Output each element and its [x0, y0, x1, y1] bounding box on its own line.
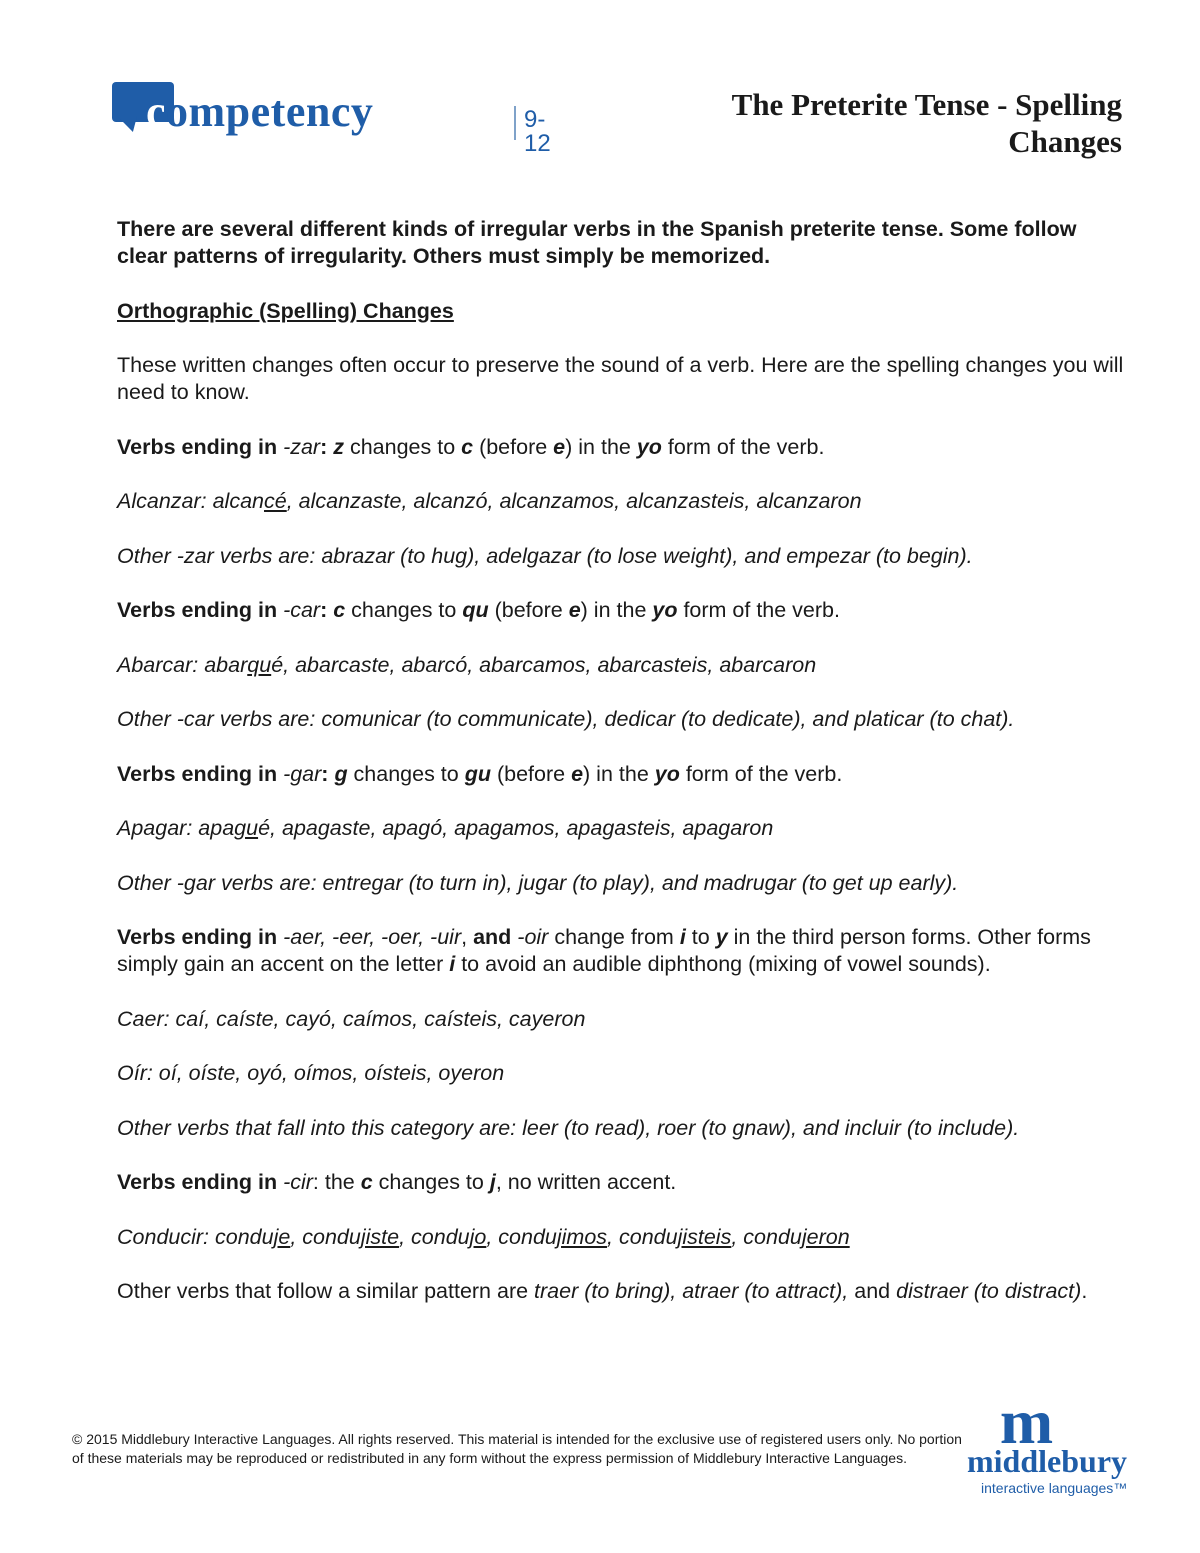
- section-heading: Orthographic (Spelling) Changes: [117, 298, 454, 323]
- middlebury-logo: [965, 1386, 1165, 1502]
- copyright-notice: © 2015 Middlebury Interactive Languages. All rights reserved. This material is intended for the exclusive use of registered users only. No portion of these materials may be reproduced or redistributed in any form without the express permission of Middlebury Interactive Languages.: [72, 1431, 962, 1466]
- car-other-verbs: Other -car verbs are: comunicar (to communicate), dedicar (to dedicate), and platicar (to chat).: [117, 707, 1015, 731]
- oir-example: Oír: oí, oíste, oyó, oímos, oísteis, oyeron: [117, 1061, 505, 1085]
- car-example: Abarcar: abarqué, abarcaste, abarcó, abarcamos, abarcasteis, abarcaron: [117, 652, 817, 677]
- middlebury-name: middlebury: [967, 1443, 1128, 1479]
- gar-rule: Verbs ending in -gar: g changes to gu (before e) in the yo form of the verb.: [117, 761, 843, 786]
- gar-example: Apagar: apagué, apagaste, apagó, apagamos, apagasteis, apagaron: [117, 816, 774, 840]
- intro-paragraph: There are several different kinds of irregular verbs in the Spanish preterite tense. Some follow clear patterns of irregularity. Others must simply be memorized.: [117, 217, 1077, 268]
- caer-example: Caer: caí, caíste, cayó, caímos, caísteis, cayeron: [117, 1006, 586, 1031]
- competency-logo: [112, 80, 551, 157]
- logo-grade: 9-12: [524, 106, 551, 157]
- gar-other-verbs: Other -gar verbs are: entregar (to turn in), jugar (to play), and madrugar (to get up early).: [117, 870, 959, 895]
- middlebury-m-mark: m: [999, 1386, 1051, 1457]
- zar-rule: Verbs ending in -zar: z changes to c (before e) in the yo form of the verb.: [117, 434, 825, 459]
- zar-other-verbs: Other -zar verbs are: abrazar (to hug), adelgazar (to lose weight), and empezar (to begin).: [117, 543, 973, 568]
- logo-divider: [514, 106, 516, 140]
- title-line-1: The Preterite Tense - Spelling: [731, 87, 1122, 122]
- page-title: [602, 86, 1122, 160]
- overview-paragraph: These written changes often occur to preserve the sound of a verb. Here are the spelling changes you will need to know.: [117, 353, 1124, 404]
- document-body: [117, 216, 1127, 1333]
- cir-rule: Verbs ending in -cir: the c changes to j, no written accent.: [117, 1170, 677, 1194]
- uir-other-verbs: Other verbs that fall into this category are: leer (to read), roer (to gnaw), and incluir (to include).: [117, 1115, 1020, 1140]
- zar-example: Alcanzar: alcancé, alcanzaste, alcanzó, alcanzamos, alcanzasteis, alcanzaron: [117, 489, 862, 513]
- car-rule: Verbs ending in -car: c changes to qu (before e) in the yo form of the verb.: [117, 598, 840, 622]
- cir-example: Conducir: conduje, condujiste, condujo, condujimos, condujisteis, condujeron: [117, 1224, 850, 1249]
- logo-word: competency: [146, 87, 374, 136]
- title-line-2: Changes: [1008, 124, 1122, 159]
- uir-rule: Verbs ending in -aer, -eer, -oer, -uir, and -oir change from i to y in the third person forms. Other forms simply gain an accent on the letter i to avoid an audible diphthong (mixing of vowel sounds).: [117, 925, 1091, 976]
- middlebury-subtitle: interactive languages™: [981, 1480, 1128, 1496]
- cir-other-verbs: Other verbs that follow a similar pattern are traer (to bring), atraer (to attract), and distraer (to distract).: [117, 1279, 1088, 1303]
